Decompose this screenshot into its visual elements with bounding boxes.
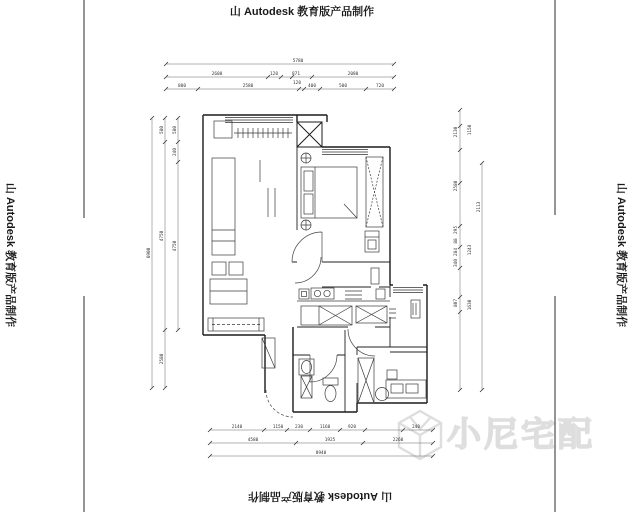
second-bedroom-furniture <box>358 358 426 403</box>
dim-label: 284 <box>454 248 459 256</box>
dim-label: 4580 <box>247 438 259 443</box>
dim-label: 1630 <box>468 299 473 311</box>
appliance <box>299 289 309 299</box>
autodesk-watermark-right: 山 Autodesk 教育版产品制作 <box>615 182 627 328</box>
autodesk-watermark-top: 山 Autodesk 教育版产品制作 <box>229 6 375 18</box>
dim-label: 2113 <box>477 201 482 213</box>
dim-label: 2080 <box>347 72 359 77</box>
dim-label: 2580 <box>454 180 459 192</box>
dim-label: 6900 <box>147 247 152 259</box>
outer-walls <box>203 115 427 412</box>
dim-label: 2600 <box>211 72 223 77</box>
dim-label: 4750 <box>173 240 178 252</box>
wall-boiler <box>371 268 379 284</box>
base-cabinet <box>301 306 352 325</box>
window-lines <box>225 118 423 293</box>
dim-label: 807 <box>454 299 459 307</box>
pillow <box>304 171 313 191</box>
dimension-labels-bottom <box>232 424 421 456</box>
curtain-marks <box>260 160 275 217</box>
vendor-watermark-text: 小尼宅配 <box>447 416 595 454</box>
dim-label: 4750 <box>160 230 165 242</box>
pillow <box>304 194 313 214</box>
dim-label: 720 <box>376 84 384 89</box>
dimension-labels-left <box>146 126 178 365</box>
dim-label: 2580 <box>242 84 254 89</box>
dim-label: 800 <box>178 84 186 89</box>
dining-table <box>210 279 247 304</box>
dim-label: 120 <box>270 72 278 77</box>
dim-label: 2580 <box>160 353 165 365</box>
dim-label: 500 <box>339 84 347 89</box>
dimension-lines <box>152 64 482 456</box>
dim-label: 871 <box>292 72 300 77</box>
dim-label: 2260 <box>392 438 404 443</box>
toilet-bowl <box>325 386 336 402</box>
dimension-labels-right <box>453 124 482 310</box>
master-bedroom-furniture <box>301 153 383 252</box>
dim-label: 1150 <box>468 124 473 136</box>
interior-walls <box>292 147 427 412</box>
dim-label: 1150 <box>272 425 284 430</box>
chair <box>376 388 389 401</box>
dining-chair <box>229 262 243 275</box>
dimension-labels-top <box>178 58 384 89</box>
dim-label: 230 <box>295 425 303 430</box>
dimension-ticks <box>150 62 484 458</box>
dim-label: 2130 <box>454 126 459 138</box>
dining-chair <box>212 262 226 275</box>
dim-label: 240 <box>412 425 420 430</box>
living-room-furniture <box>208 121 292 368</box>
bathroom-fixtures <box>299 359 338 402</box>
dim-label: 580 <box>160 126 165 134</box>
coat-rack <box>234 128 292 138</box>
tall-cabinet <box>212 158 235 255</box>
stove <box>345 291 362 299</box>
column-box <box>214 121 232 138</box>
dim-label: 920 <box>348 425 356 430</box>
dim-label: 5780 <box>292 59 304 64</box>
dim-label: 88 <box>454 238 459 244</box>
dim-label: 8940 <box>315 451 327 456</box>
dim-label: 2140 <box>231 425 243 430</box>
bed <box>301 167 357 218</box>
dim-label: 120 <box>293 81 301 86</box>
dim-label: 295 <box>454 226 459 234</box>
dim-label: 1925 <box>324 438 336 443</box>
autodesk-watermark-left: 山 Autodesk 教育版产品制作 <box>4 182 16 328</box>
tv-cabinet <box>208 318 264 331</box>
dim-label: 1160 <box>319 425 331 430</box>
dim-label: 400 <box>308 84 316 89</box>
shaft-column <box>297 122 322 147</box>
dim-label: 340 <box>454 259 459 267</box>
balcony-items <box>411 300 420 318</box>
toilet-tank <box>323 378 338 385</box>
dim-label: 1243 <box>468 244 473 256</box>
dim-label: 240 <box>173 148 178 156</box>
dim-label: 580 <box>173 126 178 134</box>
autodesk-watermark-bottom: 山 Autodesk 教育版产品制作 <box>247 490 393 502</box>
